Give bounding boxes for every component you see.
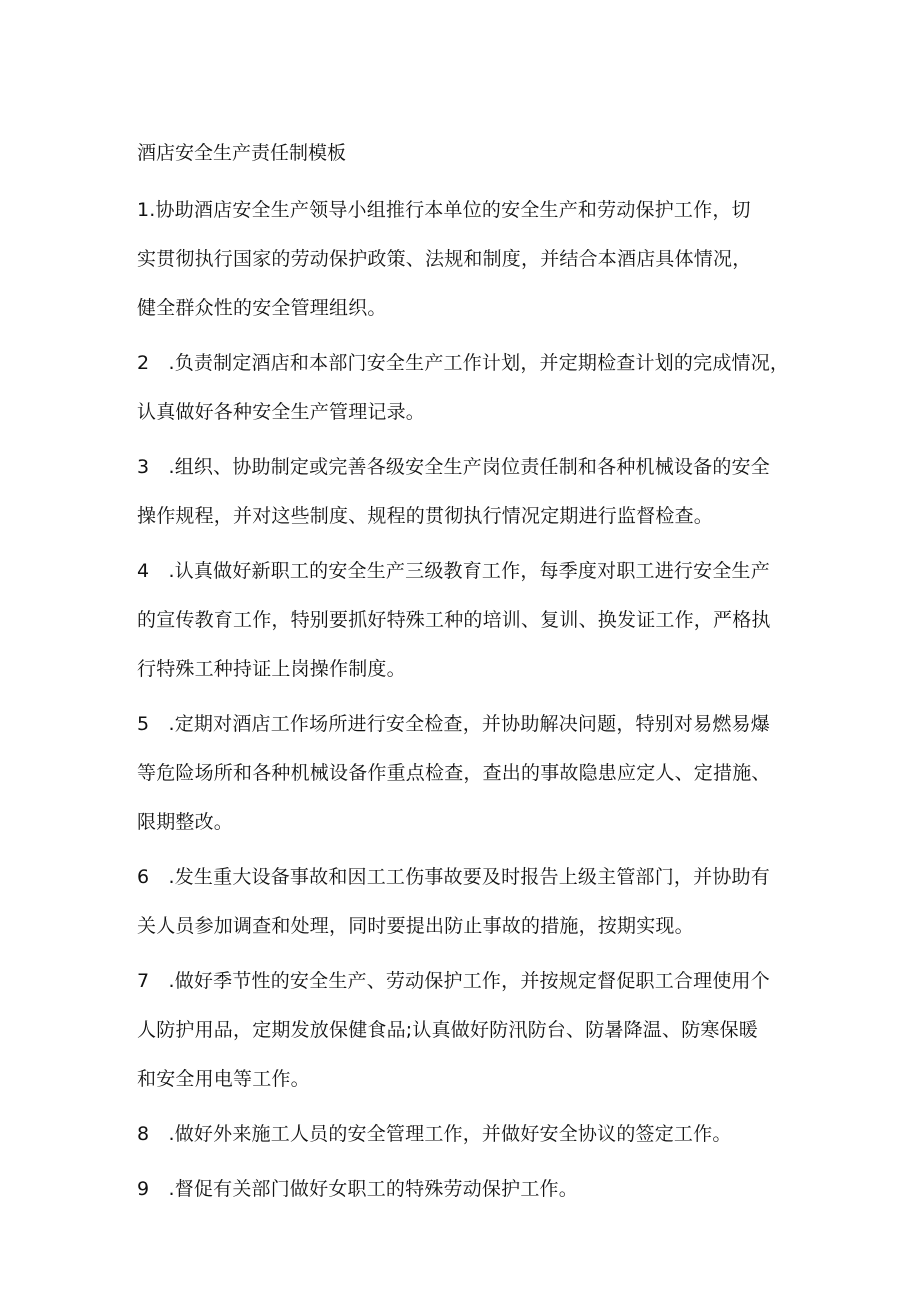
paragraph-line: 操作规程，并对这些制度、规程的贯彻执行情况定期进行监督检查。 [137,505,714,527]
paragraph-line: 8 .做好外来施工人员的安全管理工作，并做好安全协议的签定工作。 [137,1123,732,1145]
paragraph-line: 等危险场所和各种机械设备作重点检查，查出的事故隐患应定人、定措施、 [137,762,771,784]
paragraph-line: 和安全用电等工作。 [137,1068,310,1090]
paragraph-line: 的宣传教育工作，特别要抓好特殊工种的培训、复训、换发证工作，严格执 [137,609,771,631]
responsibility-list [137,186,813,1220]
paragraph-line: 7 .做好季节性的安全生产、劳动保护工作，并按规定督促职工合理使用个 [137,970,770,992]
paragraph-line: 1.协助酒店安全生产领导小组推行本单位的安全生产和劳动保护工作，切 [137,199,751,221]
list-item [137,1110,813,1159]
list-item [137,547,813,694]
paragraph-line: 健全群众性的安全管理组织。 [137,297,387,319]
document-title: 酒店安全生产责任制模板 [137,142,347,164]
paragraph-line: 2 .负责制定酒店和本部门安全生产工作计划，并定期检查计划的完成情况， [137,352,790,374]
list-item [137,1165,813,1214]
paragraph-line: 实贯彻执行国家的劳动保护政策、法规和制度，并结合本酒店具体情况， [137,248,752,270]
paragraph-line: 5 .定期对酒店工作场所进行安全检查，并协助解决问题，特别对易燃易爆 [137,713,770,735]
paragraph-line: 4 .认真做好新职工的安全生产三级教育工作，每季度对职工进行安全生产 [137,560,770,582]
paragraph-line: 6 .发生重大设备事故和因工工伤事故要及时报告上级主管部门，并协助有 [137,866,770,888]
paragraph-line: 认真做好各种安全生产管理记录。 [137,401,426,423]
list-item [137,186,813,333]
list-item [137,957,813,1104]
paragraph-line: 3 .组织、协助制定或完善各级安全生产岗位责任制和各种机械设备的安全 [137,456,770,478]
list-item [137,853,813,951]
list-item [137,339,813,437]
paragraph-line: 行特殊工种持证上岗操作制度。 [137,658,406,680]
list-item [137,700,813,847]
paragraph-line: 关人员参加调查和处理，同时要提出防止事故的措施，按期实现。 [137,915,694,937]
paragraph-line: 限期整改。 [137,811,234,833]
paragraph-line: 人防护用品，定期发放保健食品;认真做好防汛防台、防暑降温、防寒保暖 [137,1019,759,1041]
list-item [137,443,813,541]
paragraph-line: 9 .督促有关部门做好女职工的特殊劳动保护工作。 [137,1178,578,1200]
